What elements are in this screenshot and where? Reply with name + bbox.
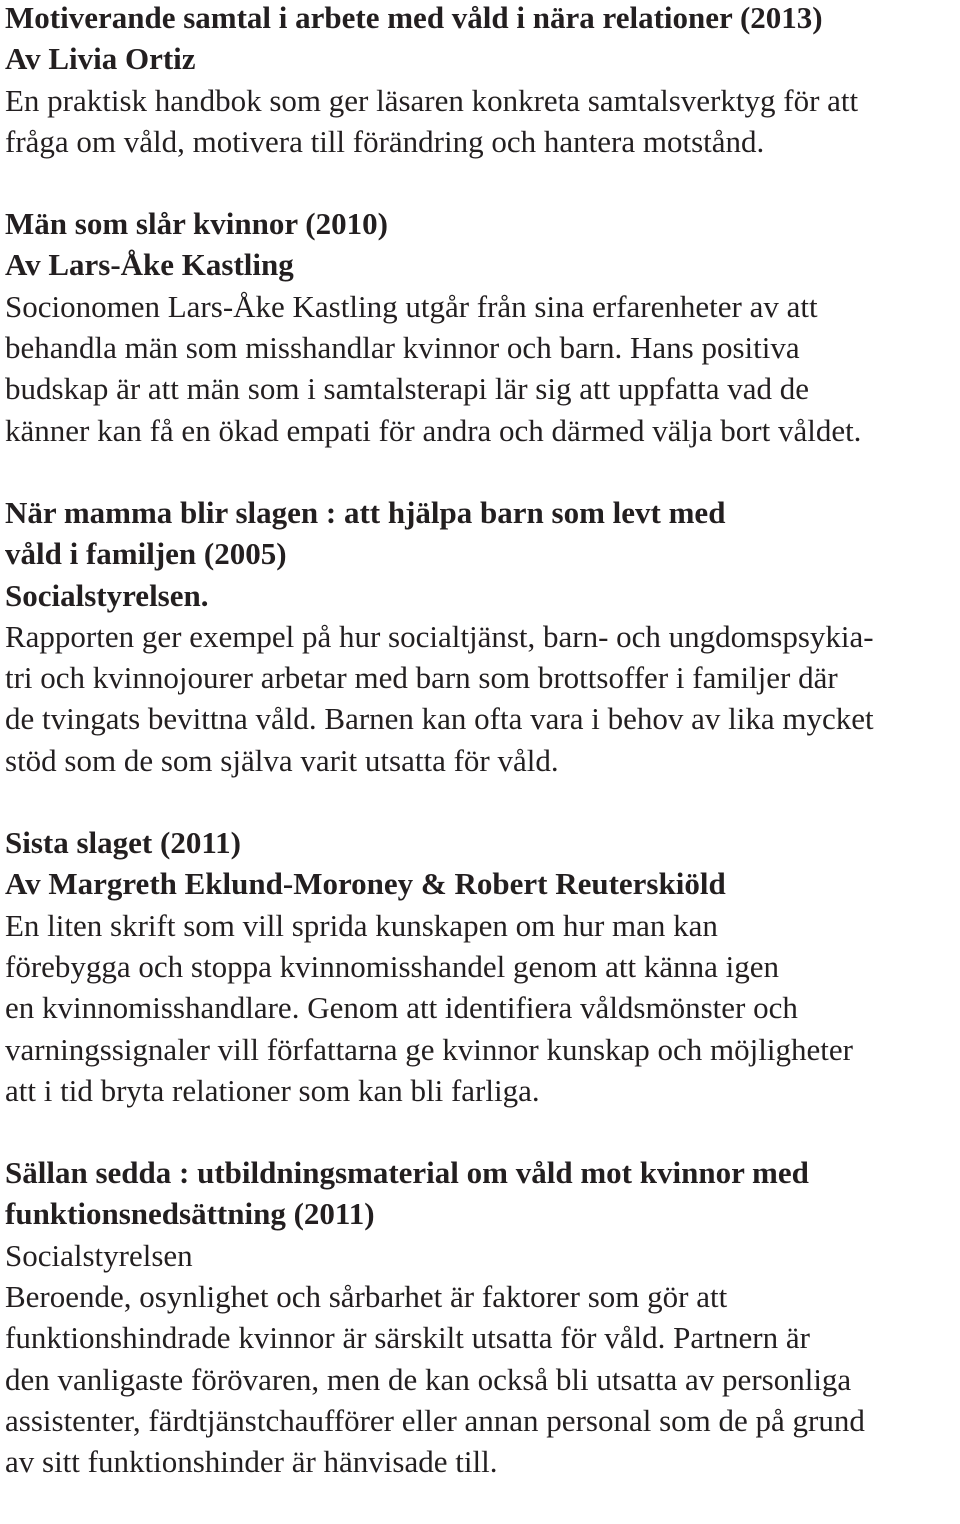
- book-entry: [5, 492, 955, 781]
- book-description-line: En praktisk handbok som ger läsaren konkreta samtalsverktyg för att: [5, 82, 859, 118]
- book-description-line: stöd som de som själva varit utsatta för våld.: [5, 742, 559, 778]
- book-description-line: tri och kvinnojourer arbetar med barn som brottsoffer i familjer där: [5, 660, 838, 696]
- book-description-line: varningssignaler vill författarna ge kvinnor kunskap och möjligheter: [5, 1031, 853, 1067]
- book-description-line: Rapporten ger exempel på hur socialtjänst, barn- och ungdomspsykia-: [5, 618, 874, 654]
- book-description-line: en kvinnomisshandlare. Genom att identifiera våldsmönster och: [5, 990, 798, 1026]
- book-title: Sista slaget (2011): [5, 825, 241, 861]
- book-description-line: funktionshindrade kvinnor är särskilt utsatta för våld. Partnern är: [5, 1320, 810, 1356]
- book-description-line: fråga om våld, motivera till förändring och hantera motstånd.: [5, 123, 765, 159]
- book-entry: [5, 203, 955, 451]
- book-title: våld i familjen (2005): [5, 536, 287, 572]
- book-description-line: de tvingats bevittna våld. Barnen kan ofta vara i behov av lika mycket: [5, 701, 874, 737]
- book-description-line: assistenter, färdtjänstchaufförer eller annan personal som de på grund: [5, 1402, 865, 1438]
- book-description-line: Socionomen Lars-Åke Kastling utgår från sina erfarenheter av att: [5, 288, 818, 324]
- book-description-line: av sitt funktionshinder är hänvisade till.: [5, 1444, 498, 1480]
- book-description-line: förebygga och stoppa kvinnomisshandel genom att känna igen: [5, 948, 779, 984]
- book-description-line: behandla män som misshandlar kvinnor och barn. Hans positiva: [5, 330, 800, 366]
- book-title: När mamma blir slagen : att hjälpa barn som levt med: [5, 494, 726, 530]
- book-entry: [5, 0, 955, 162]
- book-entry: [5, 822, 955, 1111]
- book-title: Sällan sedda : utbildningsmaterial om våld mot kvinnor med: [5, 1155, 809, 1191]
- book-author: Socialstyrelsen: [5, 1237, 193, 1273]
- book-author: Socialstyrelsen.: [5, 577, 209, 613]
- book-description-line: den vanligaste förövaren, men de kan också bli utsatta av personliga: [5, 1361, 852, 1397]
- book-description-line: Beroende, osynlighet och sårbarhet är faktorer som gör att: [5, 1279, 728, 1315]
- book-title: Motiverande samtal i arbete med våld i nära relationer (2013): [5, 0, 823, 35]
- book-description-line: att i tid bryta relationer som kan bli farliga.: [5, 1072, 540, 1108]
- book-author: Av Lars-Åke Kastling: [5, 247, 294, 283]
- book-description-line: En liten skrift som vill sprida kunskapen om hur man kan: [5, 907, 718, 943]
- book-title: Män som slår kvinnor (2010): [5, 206, 388, 242]
- document-page: [5, 0, 955, 1524]
- book-description-line: budskap är att män som i samtalsterapi lär sig att uppfatta vad de: [5, 371, 810, 407]
- book-author: Av Livia Ortiz: [5, 41, 196, 77]
- book-description-line: känner kan få en ökad empati för andra och därmed välja bort våldet.: [5, 412, 862, 448]
- book-entry: [5, 1152, 955, 1482]
- book-title: funktionsnedsättning (2011): [5, 1196, 375, 1232]
- book-author: Av Margreth Eklund-Moroney & Robert Reuterskiöld: [5, 866, 726, 902]
